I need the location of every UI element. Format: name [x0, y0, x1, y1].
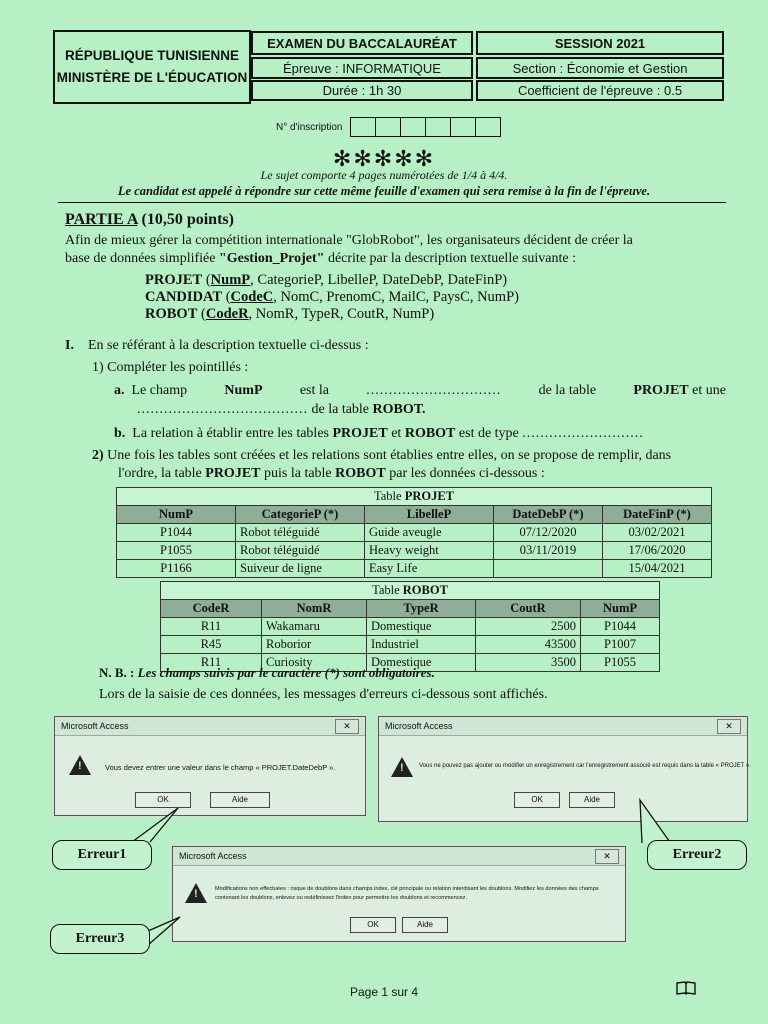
cell: Wakamaru: [262, 618, 367, 636]
separator-stars: ✻✻✻✻✻: [332, 146, 436, 171]
close-icon[interactable]: ✕: [595, 849, 619, 864]
cell: Curiosity: [262, 654, 367, 672]
cell: Domestique: [367, 618, 476, 636]
question-2: 2) Une fois les tables sont créées et les relations sont établies entre elles, on se propose de remplir, dans l'ordre, la table PROJET puis la table ROBOT par les données ci-dessous :: [92, 448, 672, 481]
ok-button[interactable]: OK: [135, 792, 191, 808]
cell: P1044: [117, 524, 236, 542]
question-a-line-1: a. Le champ NumP est la .............................. de la table PROJET et une: [114, 383, 726, 398]
page-number: Page 1 sur 4: [349, 985, 419, 999]
column-header: NumP: [117, 506, 236, 524]
ok-button[interactable]: OK: [350, 917, 396, 933]
close-icon[interactable]: ✕: [717, 719, 741, 734]
cell: 3500: [476, 654, 581, 672]
question-a-line-2: ...................................... de la table ROBOT.: [137, 402, 426, 417]
dialog-titlebar: Microsoft Access ✕: [173, 847, 625, 866]
cell: 43500: [476, 636, 581, 654]
cell: Industriel: [367, 636, 476, 654]
section-label: Section : Économie et Gestion: [476, 57, 724, 79]
cell: P1055: [117, 542, 236, 560]
errors-intro: Lors de la saisie de ces données, les messages d'erreurs ci-dessous sont affichés.: [99, 687, 548, 702]
cell: R11: [161, 654, 262, 672]
cell: Heavy weight: [365, 542, 494, 560]
cell: R45: [161, 636, 262, 654]
close-icon[interactable]: ✕: [335, 719, 359, 734]
cell: 07/12/2020: [494, 524, 603, 542]
help-button[interactable]: Aide: [569, 792, 615, 808]
cell: P1166: [117, 560, 236, 578]
schema-projet: PROJET (NumP, CategorieP, LibelleP, DateDebP, DateFinP): [145, 272, 508, 288]
cell: 03/11/2019: [494, 542, 603, 560]
dialog-message: Modifications non effectuées : risque de doublons dans champs index, clé principale ou relation interdisant les doublons. Modifiez les données des champs contenant les doublons, enlevez ou redéfinissez l'index pour permettre les doublons et recommencez.: [215, 886, 599, 901]
schema-candidat: CANDIDAT (CodeC, NomC, PrenomC, MailC, PaysC, NumP): [145, 289, 519, 305]
cell: P1007: [581, 636, 660, 654]
session-label: SESSION 2021: [476, 31, 724, 55]
coefficient-label: Coefficient de l'épreuve : 0.5: [476, 80, 724, 101]
table-robot-caption: Table ROBOT: [161, 582, 660, 600]
column-header: CodeR: [161, 600, 262, 618]
registration-label: N° d'inscription: [276, 121, 343, 133]
column-header: CoutR: [476, 600, 581, 618]
column-header: DateFinP (*): [603, 506, 712, 524]
callout-erreur3: Erreur3: [50, 924, 150, 954]
cell: Robot téléguidé: [236, 524, 365, 542]
column-header: LibelleP: [365, 506, 494, 524]
dialog-message: Vous devez entrer une valeur dans le champ « PROJET.DateDebP ».: [105, 763, 336, 772]
instruction-note: Le candidat est appelé à répondre sur cette même feuille d'examen qui sera remise à la fin de l'épreuve.: [117, 184, 651, 198]
cell: 2500: [476, 618, 581, 636]
partie-a-title: PARTIE A: [65, 211, 138, 228]
dialog-titlebar: Microsoft Access ✕: [55, 717, 365, 736]
nb-note: N. B. : Les champs suivis par le caractère (*) sont obligatoires.: [99, 665, 435, 680]
column-header: NomR: [262, 600, 367, 618]
cell: Suiveur de ligne: [236, 560, 365, 578]
cell: Guide aveugle: [365, 524, 494, 542]
cell: R11: [161, 618, 262, 636]
table-projet-caption: Table PROJET: [117, 488, 712, 506]
cell: P1044: [581, 618, 660, 636]
column-header: NumP: [581, 600, 660, 618]
warning-icon: !: [185, 883, 207, 903]
epreuve-label: Épreuve : INFORMATIQUE: [251, 57, 473, 79]
intro-line-2: base de données simplifiée "Gestion_Projet" décrite par la description textuelle suivante :: [65, 251, 576, 266]
help-button[interactable]: Aide: [210, 792, 270, 808]
callout-erreur1: Erreur1: [52, 840, 152, 870]
cell: Domestique: [367, 654, 476, 672]
warning-icon: !: [69, 755, 91, 775]
cell: Roborior: [262, 636, 367, 654]
open-book-icon: [676, 980, 696, 1001]
republic-label: RÉPUBLIQUE TUNISIENNE: [64, 48, 240, 63]
dialog-titlebar: Microsoft Access ✕: [379, 717, 747, 736]
warning-icon: !: [391, 757, 413, 777]
partie-a-points: (10,50 points): [137, 211, 234, 228]
column-header: TypeR: [367, 600, 476, 618]
help-button[interactable]: Aide: [402, 917, 448, 933]
ok-button[interactable]: OK: [514, 792, 560, 808]
cell: Robot téléguidé: [236, 542, 365, 560]
cell: Easy Life: [365, 560, 494, 578]
cell: 03/02/2021: [603, 524, 712, 542]
cell: P1055: [581, 654, 660, 672]
callout-erreur2: Erreur2: [647, 840, 747, 870]
section-i: I. En se référant à la description textuelle ci-dessus :: [65, 338, 369, 353]
question-1: 1) Compléter les pointillés :: [92, 360, 249, 375]
duree-label: Durée : 1h 30: [251, 80, 473, 101]
column-header: DateDebP (*): [494, 506, 603, 524]
column-header: CategorieP (*): [236, 506, 365, 524]
cell: 15/04/2021: [603, 560, 712, 578]
exam-title: EXAMEN DU BACCALAURÉAT: [251, 31, 473, 55]
question-b: b. La relation à établir entre les tables PROJET et ROBOT est de type ...........................: [114, 426, 644, 441]
dialog-message: Vous ne pouvez pas ajouter ou modifier un enregistrement car l'enregistrement associé est requis dans la table « PROJET ».: [419, 763, 751, 769]
intro-line-1: Afin de mieux gérer la compétition internationale "GlobRobot", les organisateurs décident de créer la: [65, 233, 633, 248]
ministry-label: MINISTÈRE DE L'ÉDUCATION: [56, 70, 248, 85]
schema-robot: ROBOT (CodeR, NomR, TypeR, CoutR, NumP): [145, 306, 435, 322]
cell: 17/06/2020: [603, 542, 712, 560]
pages-note: Le sujet comporte 4 pages numérotées de 1/4 à 4/4.: [260, 168, 508, 182]
